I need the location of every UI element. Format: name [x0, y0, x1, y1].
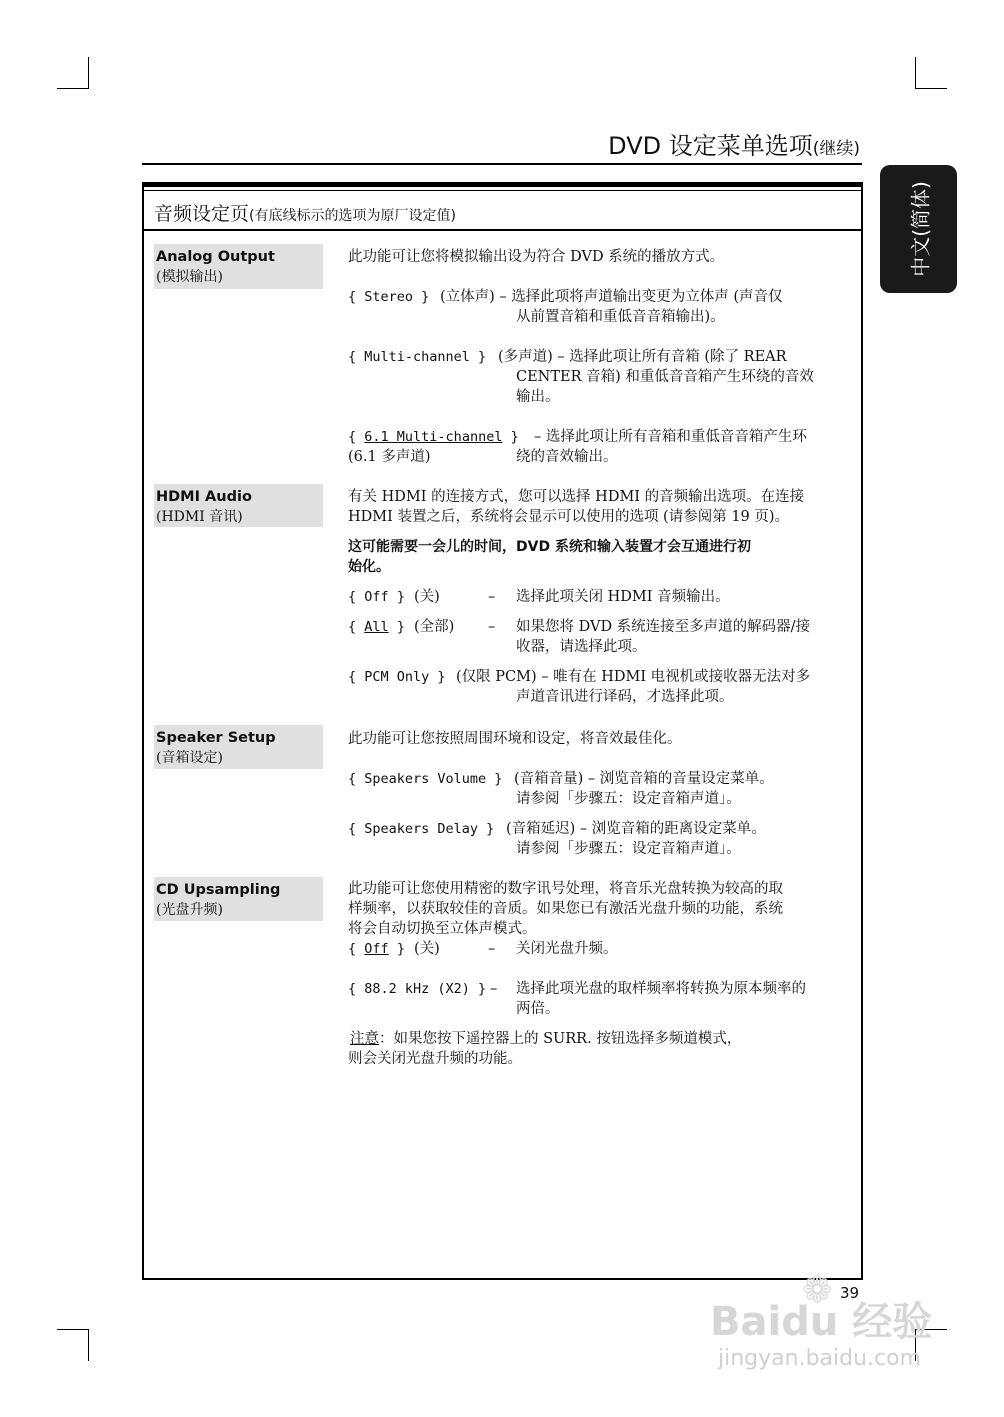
- hdmi-all-cn: (全部): [414, 619, 455, 635]
- dash: –: [488, 619, 496, 635]
- hdmi-all-default: All: [364, 619, 389, 635]
- note-text: ：如果您按下遥控器上的 SURR. 按钮选择多频道模式，: [379, 1031, 742, 1047]
- brace-open: {: [348, 429, 357, 445]
- page-number: 39: [840, 1284, 860, 1302]
- section-title: [154, 199, 456, 226]
- section-title-main: 音频设定页: [154, 203, 250, 225]
- watermark-url: jingyan.baidu.com: [718, 1346, 922, 1371]
- cd-desc-line2: 样频率，以获取较佳的音质。如果您已有激活光盘升频的功能，系统: [348, 901, 783, 917]
- option-61-line1: – 选择此项让所有音箱和重低音音箱产生环: [534, 429, 807, 445]
- hdmi-desc-line2: HDMI 装置之后，系统将会显示可以使用的选项 (请参阅第 19 页)。: [348, 509, 790, 525]
- option-stereo-line2: 从前置音箱和重低音音箱输出)。: [516, 309, 725, 325]
- cd-off-key: [348, 939, 405, 959]
- label-cd-upsampling: [154, 877, 323, 921]
- language-tab: [880, 165, 957, 293]
- option-stereo-key: { Stereo }: [348, 289, 430, 305]
- page-title: [608, 126, 860, 161]
- paw-icon: ❁: [802, 1270, 833, 1311]
- hdmi-off-desc: 选择此项关闭 HDMI 音频输出。: [516, 589, 730, 605]
- page-title-main: DVD 设定菜单选项: [608, 132, 813, 160]
- cd-882-key: { 88.2 kHz (X2) }: [348, 981, 487, 997]
- option-61-sub: (6.1 多声道): [348, 449, 431, 465]
- speaker-delay-line2: 请参阅「步骤五：设定音箱声道」。: [516, 841, 741, 857]
- cd-note-line1: [350, 1029, 741, 1049]
- watermark-brand: Baidu 经验: [710, 1299, 933, 1345]
- hdmi-desc-line1: 有关 HDMI 的连接方式，您可以选择 HDMI 的音频输出选项。在连接: [348, 489, 805, 505]
- speaker-volume-key: { Speakers Volume }: [348, 771, 503, 787]
- brace-close: }: [396, 589, 405, 605]
- option-61-default: 6.1 Multi-channel: [364, 429, 503, 445]
- hdmi-warning-line2: 始化。: [348, 559, 390, 575]
- cd-882-line2: 两倍。: [516, 1001, 560, 1017]
- cd-off-desc: 关闭光盘升频。: [516, 941, 618, 957]
- analog-desc: 此功能可让您将模拟输出设为符合 DVD 系统的播放方式。: [348, 249, 725, 265]
- hdmi-off-key: [348, 587, 405, 607]
- label-hdmi-audio: [154, 484, 323, 527]
- hdmi-pcm-line2: 声道音讯进行译码，才选择此项。: [516, 689, 734, 705]
- option-multichannel-line2: CENTER 音箱) 和重低音音箱产生环绕的音效: [516, 369, 814, 385]
- hdmi-all-desc-line2: 收器，请选择此项。: [516, 639, 647, 655]
- option-61-line2: 绕的音效输出。: [516, 449, 618, 465]
- label-analog-output: [154, 244, 323, 289]
- brace-open: {: [348, 589, 357, 605]
- page-title-sub: (继续): [812, 139, 860, 159]
- section-header: [144, 190, 861, 231]
- dash: –: [488, 589, 496, 605]
- label-en: Speaker Setup: [156, 730, 276, 746]
- label-cn: (HDMI 音讯): [156, 509, 243, 525]
- crop-mark: [88, 1329, 89, 1361]
- hdmi-all-key: [348, 617, 405, 637]
- label-speaker-setup: [154, 725, 323, 769]
- label-en: Analog Output: [156, 249, 275, 265]
- crop-mark: [915, 57, 916, 89]
- cd-off-cn: (关): [414, 941, 440, 957]
- label-cn: (音箱设定): [156, 750, 223, 766]
- label-en: CD Upsampling: [156, 882, 281, 898]
- note-label: 注意: [350, 1031, 379, 1047]
- brace-close: }: [396, 619, 405, 635]
- cd-882-line1: 选择此项光盘的取样频率将转换为原本频率的: [516, 981, 806, 997]
- dash: –: [490, 981, 498, 997]
- crop-mark: [88, 57, 89, 89]
- watermark: [710, 1270, 950, 1380]
- speaker-volume-line2: 请参阅「步骤五：设定音箱声道」。: [516, 791, 741, 807]
- title-rule: [142, 163, 862, 165]
- option-multichannel-line3: 输出。: [516, 389, 560, 405]
- brace-open: {: [348, 941, 357, 957]
- option-stereo-line1: (立体声) – 选择此项将声道输出变更为立体声 (声音仅: [440, 289, 783, 305]
- option-61-key: [348, 427, 519, 447]
- speaker-delay-key: { Speakers Delay }: [348, 821, 495, 837]
- hdmi-all-desc-line1: 如果您将 DVD 系统连接至多声道的解码器/接: [516, 619, 811, 635]
- cd-desc-line1: 此功能可让您使用精密的数字讯号处理，将音乐光盘转换为较高的取: [348, 881, 783, 897]
- crop-mark: [915, 88, 947, 89]
- hdmi-pcm-key: { PCM Only }: [348, 669, 446, 685]
- option-multichannel-line1: (多声道) – 选择此项让所有音箱 (除了 REAR: [498, 349, 787, 365]
- section-title-note: (有底线标示的选项为原厂设定值): [249, 208, 456, 224]
- crop-mark: [57, 1329, 89, 1330]
- hdmi-off-value: Off: [364, 589, 389, 605]
- hdmi-off-cn: (关): [414, 589, 440, 605]
- dash: –: [488, 941, 496, 957]
- brace-close: }: [396, 941, 405, 957]
- cd-note-line2: 则会关闭光盘升频的功能。: [348, 1051, 522, 1067]
- language-tab-label: 中文(简体): [908, 181, 932, 277]
- speaker-volume-line1: (音箱音量) – 浏览音箱的音量设定菜单。: [514, 771, 774, 787]
- cd-desc-line3: 将会自动切换至立体声模式。: [348, 921, 537, 937]
- label-en: HDMI Audio: [156, 489, 252, 505]
- crop-mark: [57, 88, 89, 89]
- brace-open: {: [348, 619, 357, 635]
- option-multichannel-key: { Multi-channel }: [348, 349, 487, 365]
- speaker-desc: 此功能可让您按照周围环境和设定，将音效最佳化。: [348, 731, 682, 747]
- label-cn: (光盘升频): [156, 902, 223, 918]
- label-cn: (模拟输出): [156, 269, 223, 285]
- cd-off-default: Off: [364, 941, 389, 957]
- hdmi-warning-line1: 这可能需要一会儿的时间，DVD 系统和输入装置才会互通进行初: [348, 539, 751, 555]
- speaker-delay-line1: (音箱延迟) – 浏览音箱的距离设定菜单。: [506, 821, 766, 837]
- brace-close: }: [510, 429, 519, 445]
- hdmi-pcm-line1: (仅限 PCM) – 唯有在 HDMI 电视机或接收器无法对多: [456, 669, 811, 685]
